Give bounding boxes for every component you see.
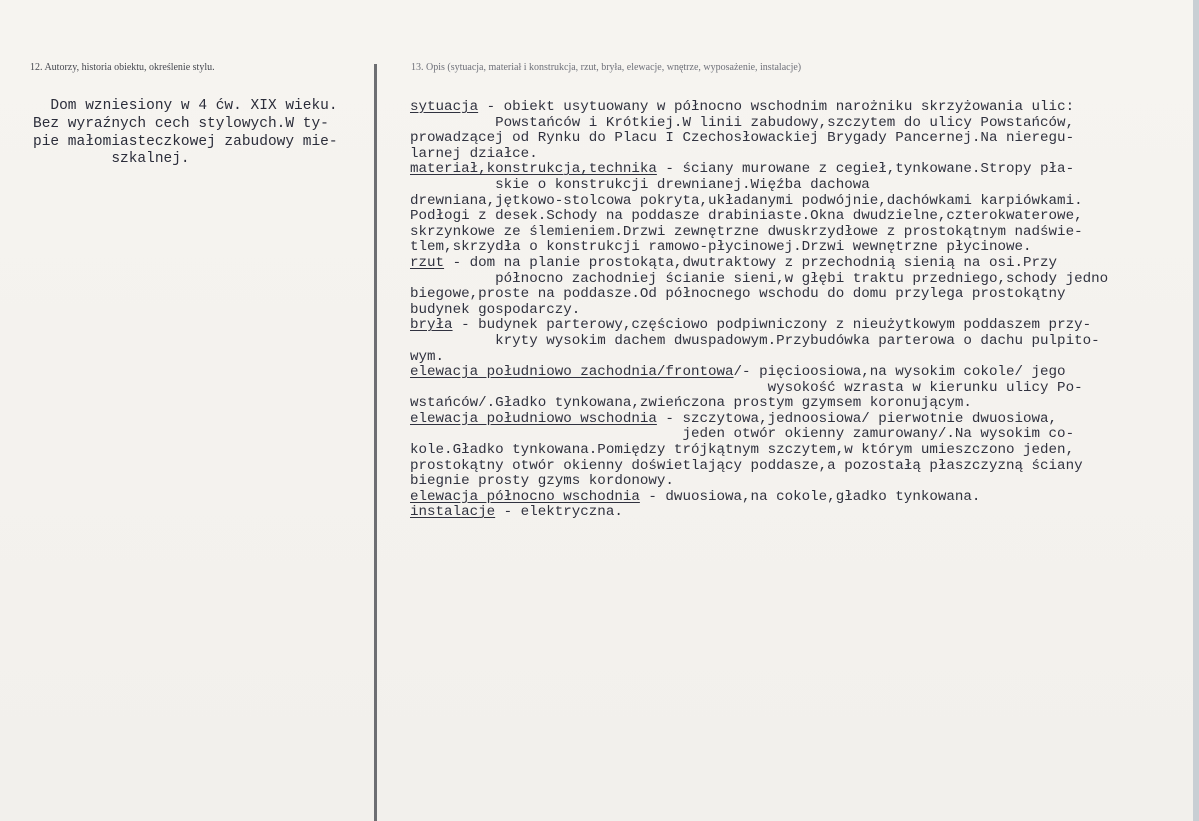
section-heading: sytuacja: [410, 99, 479, 115]
description-text: Powstańców i Krótkiej.W linii zabudowy,szczytem do ulicy Powstańców,: [410, 114, 1075, 131]
description-line: [410, 350, 1199, 366]
description-line: [410, 194, 1199, 210]
description-text: drewniana,jętkowo-stolcowa pokryta,układanymi podwójnie,dachówkami karpiówkami.: [410, 192, 1083, 209]
description-line: [410, 131, 1199, 147]
description-line: [410, 303, 1199, 319]
description-line: [410, 459, 1199, 475]
description-text: prowadzącej od Rynku do Placu I Czechosłowackiej Brygady Pancernej.Na nieregu-: [410, 130, 1075, 147]
description-line: [410, 334, 1199, 350]
description-text: budynek gospodarczy.: [410, 301, 581, 318]
description-line: [410, 162, 1199, 178]
description-text-block: [410, 100, 1199, 521]
description-line: [410, 412, 1199, 428]
description-line: [410, 240, 1199, 256]
description-line: [410, 396, 1199, 412]
section-heading: elewacja południowo zachodnia/frontowa: [410, 364, 734, 381]
section-heading: rzut: [410, 254, 445, 271]
description-text: tlem,skrzydła o konstrukcji ramowo-płycinowej.Drzwi wewnętrzne płycinowe.: [410, 239, 1032, 256]
column-divider: [374, 64, 377, 821]
description-text: wym.: [410, 348, 445, 365]
description-text: jeden otwór okienny zamurowany/.Na wysokim co-: [410, 426, 1075, 443]
description-line: [410, 225, 1199, 241]
description-text: - elektryczna.: [495, 504, 623, 521]
description-text: północno zachodniej ścianie sieni,w głębi traktu przedniego,schody jedno: [410, 270, 1109, 287]
description-line: [410, 100, 1199, 116]
description-text: - obiekt usytuowany w północno wschodnim narożniku skrzyżowania ulic:: [478, 99, 1075, 115]
description-text: skrzynkowe ze ślemieniem.Drzwi zewnętrzne dwuskrzydłowe z prostokątnym nadświe-: [410, 223, 1083, 240]
description-text: /- pięcioosiowa,na wysokim cokole/ jego: [733, 364, 1066, 381]
description-line: [410, 209, 1199, 225]
description-line: [410, 287, 1199, 303]
description-text: wysokość wzrasta w kierunku ulicy Po-: [410, 379, 1083, 396]
description-text: skie o konstrukcji drewnianej.Więźba dachowa: [410, 176, 870, 193]
section-heading: elewacja północno wschodnia: [410, 488, 640, 505]
description-line: [410, 427, 1199, 443]
description-text: - ściany murowane z cegieł,tynkowane.Stropy pła-: [656, 161, 1075, 178]
description-line: [410, 365, 1199, 381]
history-line: Dom wzniesiony w 4 ćw. XIX wieku.: [33, 98, 338, 114]
description-text: wstańców/.Gładko tynkowana,zwieńczona prostym gzymsem koronującym.: [410, 395, 972, 412]
section-13-header: 13. Opis (sytuacja, materiał i konstrukcja, rzut, bryła, elewacje, wnętrze, wyposażenie, instalacje): [411, 62, 802, 73]
description-line: [410, 381, 1199, 397]
section-heading: materiał,konstrukcja,technika: [410, 161, 657, 178]
description-text: - dwuosiowa,na cokole,gładko tynkowana.: [639, 488, 981, 505]
description-line: [410, 318, 1199, 334]
description-text: - dom na planie prostokąta,dwutraktowy z przechodnią sienią na osi.Przy: [444, 254, 1058, 271]
description-text: Podłogi z desek.Schody na poddasze drabiniaste.Okna dwudzielne,czterokwaterowe,: [410, 208, 1083, 225]
description-text: larnej działce.: [410, 145, 538, 162]
description-line: [410, 272, 1199, 288]
description-line: [410, 147, 1199, 163]
description-line: [410, 443, 1199, 459]
description-text: - szczytowa,jednoosiowa/ pierwotnie dwuosiowa,: [656, 410, 1058, 427]
history-line: szkalnej.: [33, 151, 190, 168]
description-text: kryty wysokim dachem dwuspadowym.Przybudówka parterowa o dachu pulpito-: [410, 332, 1100, 349]
section-12-header: 12. Autorzy, historia obiektu, określenie stylu.: [30, 62, 215, 73]
description-line: [410, 256, 1199, 272]
description-line: [410, 178, 1199, 194]
history-text-block: [33, 98, 373, 169]
history-line: Bez wyraźnych cech stylowych.W ty-: [33, 115, 329, 132]
description-text: biegowe,proste na poddasze.Od północnego wschodu do domu przylega prostokątny: [410, 286, 1066, 303]
description-line: [410, 505, 1199, 521]
description-text: - budynek parterowy,częściowo podpiwniczony z nieużytkowym poddaszem przy-: [452, 317, 1092, 334]
description-text: biegnie prosty gzyms kordonowy.: [410, 473, 674, 490]
description-line: [410, 474, 1199, 490]
section-heading: elewacja południowo wschodnia: [410, 410, 657, 427]
description-text: kole.Gładko tynkowana.Pomiędzy trójkątnym szczytem,w którym umieszczono jeden,: [410, 442, 1075, 459]
section-heading: bryła: [410, 317, 453, 334]
history-line: pie małomiasteczkowej zabudowy mie-: [33, 133, 338, 150]
description-line: [410, 490, 1199, 506]
description-line: [410, 116, 1199, 132]
section-heading: instalacje: [410, 504, 496, 521]
description-text: prostokątny otwór okienny doświetlający poddasze,a pozostałą płaszczyzną ściany: [410, 457, 1083, 474]
